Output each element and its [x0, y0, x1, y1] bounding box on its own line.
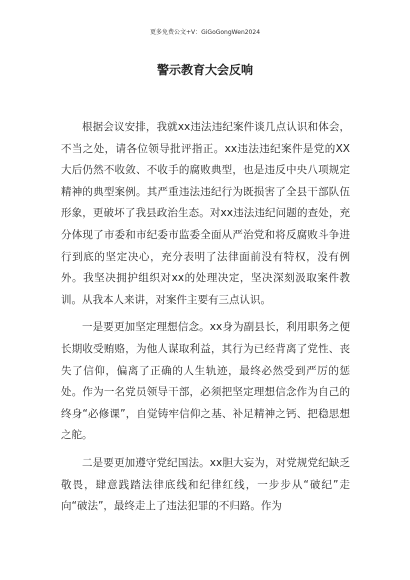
- paragraph: 根据会议安排，我就xx违法违纪案件谈几点认识和体会，不当之处，请各位领导批评指正。xx违法违纪案件是党的XX大后仍然不收敛、不收手的腐败典型，也是违反中央八项规定精神的典型案例。其严重违法违纪行为既损害了全县干部队伍形象，更破坏了我县政治生态。对xx违法违纪问题的查处，充分体现了市委和市纪委市监委全面从严治党和将反腐败斗争进行到底的坚定决心，充分表明了法律面前没有特权，没有例外。我坚决拥护组织对xx的处理决定，坚决深刻汲取案件教训。从我本人来讲，对案件主要有三点认识。: [61, 121, 350, 306]
- paragraph: 一是要更加坚定理想信念。xx身为副县长，利用职务之便长期收受贿赂，为他人谋取利益，其行为已经背离了党性、丧失了信仰，偏离了正确的人生轨迹，最终必然受到严厉的惩处。作为一名党员领导干部，必须把坚定理想信念作为自己的终身“必修课”，自觉铸牢信仰之基、补足精神之钙、把稳思想之舵。: [61, 321, 350, 442]
- document-body: [61, 117, 350, 524]
- paragraph: 二是要更加遵守党纪国法。xx胆大妄为，对党规党纪缺乏敬畏，肆意践踏法律底线和纪律红线，一步步从“破纪”走向“破法”，最终走上了违法犯罪的不归路。作为: [61, 456, 350, 513]
- document-title: 警示教育大会反响: [156, 63, 253, 77]
- header-note: 更多免费公文+V：GiGoGongWen2024: [149, 29, 261, 36]
